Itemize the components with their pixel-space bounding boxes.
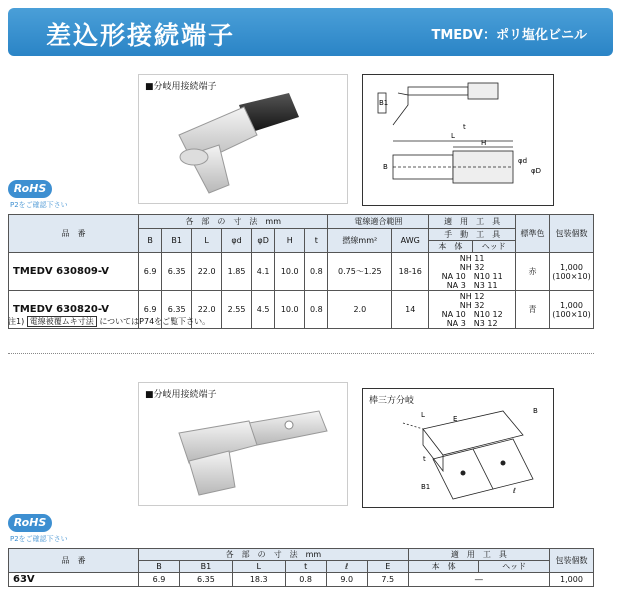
cell-tool [429, 253, 516, 291]
cell-pack [550, 253, 594, 291]
col-tool-head: ヘッド [472, 241, 515, 253]
cell-t: 0.8 [305, 253, 328, 291]
cell-b1: 6.35 [162, 291, 192, 329]
dim-label-b: B [533, 407, 538, 415]
col-b1: B1 [180, 561, 233, 573]
dim-label-phid: φd [518, 157, 528, 165]
dim-label-t: t [463, 123, 466, 131]
cell-b: 6.9 [139, 291, 162, 329]
cell-l: 18.3 [232, 573, 285, 587]
tool-line: N3 11 [473, 280, 498, 290]
col-b: B [139, 229, 162, 253]
group-dims: 各 部 の 寸 法 mm [139, 215, 328, 229]
group-dims: 各 部 の 寸 法 mm [139, 549, 409, 561]
cell-l: 22.0 [192, 291, 222, 329]
cell-pack: 1,000 [550, 573, 594, 587]
cell-phiD: 4.5 [252, 291, 275, 329]
tool-line: NA 10 [441, 309, 466, 319]
rohs-note-1: P2をご確認下さい [10, 201, 68, 209]
table-row [9, 253, 594, 291]
section-divider [8, 353, 594, 354]
terminal-dimension-drawing [363, 75, 553, 205]
col-phid: φd [222, 229, 252, 253]
terminal-photo-illustration [139, 383, 347, 505]
terminal-photo-illustration [139, 75, 347, 203]
col-l: L [192, 229, 222, 253]
cell-wire: 2.0 [328, 291, 392, 329]
rohs-note-2: P2をご確認下さい [10, 535, 68, 543]
pack-count: 1,000 [560, 262, 583, 272]
part-number: 63V [9, 573, 139, 587]
tool-line: N10 12 [473, 309, 503, 319]
col-t: t [285, 561, 326, 573]
cell-h: 10.0 [275, 291, 305, 329]
cell-t: 0.8 [285, 573, 326, 587]
dim-label-t: t [423, 455, 426, 463]
col-t: t [305, 229, 328, 253]
table-row [9, 573, 594, 587]
note-suffix: についてはP74をご覧下さい。 [99, 317, 211, 326]
col-wire-mm2: 撚線mm² [328, 229, 392, 253]
cell-tool: ― [408, 573, 549, 587]
dim-label-phiD: φD [531, 167, 542, 175]
col-b: B [139, 561, 180, 573]
cell-phid: 1.85 [222, 253, 252, 291]
cell-pack [550, 291, 594, 329]
note-boxed-term: 電線被覆ムキ寸法 [27, 316, 97, 327]
cell-phiD: 4.1 [252, 253, 275, 291]
dim-label-e: E [453, 415, 458, 423]
tool-line: NH 32 [459, 262, 485, 272]
col-pack: 包装個数 [550, 215, 594, 253]
col-phiD: φD [252, 229, 275, 253]
spec-table-2 [8, 548, 594, 587]
page-subtitle: TMEDV：ポリ塩化ビニル [431, 28, 587, 43]
rohs-badge-2: RoHS [8, 514, 52, 532]
tool-sub: 手 動 工 具 [429, 229, 516, 241]
part-number: TMEDV 630820-V [9, 291, 139, 329]
tool-line: N3 12 [473, 318, 498, 328]
product-photo-2 [138, 382, 348, 506]
col-tool-body: 本 体 [408, 561, 479, 573]
col-tool-body: 本 体 [429, 241, 472, 253]
col-e: E [367, 561, 408, 573]
col-pack: 包装個数 [550, 549, 594, 573]
product-photo-1 [138, 74, 348, 204]
col-ell: ℓ [326, 561, 367, 573]
pack-detail: (100×10) [552, 271, 591, 281]
diagram-caption: 棒三方分岐 [369, 396, 415, 406]
cell-t: 0.8 [305, 291, 328, 329]
cell-wire: 0.75～1.25 [328, 253, 392, 291]
branch-terminal-drawing [363, 389, 553, 507]
cell-b: 6.9 [139, 253, 162, 291]
tool-line: NH 11 [459, 253, 485, 263]
cell-h: 10.0 [275, 253, 305, 291]
pack-detail: (100×10) [552, 309, 591, 319]
page-header [8, 8, 613, 56]
photo-caption: ■分岐用接続端子 [145, 390, 217, 400]
cell-b1: 6.35 [180, 573, 233, 587]
cell-color: 赤 [516, 253, 550, 291]
cell-b1: 6.35 [162, 253, 192, 291]
dim-label-l: L [421, 411, 425, 419]
tool-line: N10 11 [473, 271, 503, 281]
tool-line: NA 3 [446, 318, 466, 328]
cell-phid: 2.55 [222, 291, 252, 329]
dim-label-b1: B1 [379, 99, 389, 107]
cell-b: 6.9 [139, 573, 180, 587]
col-part: 品 番 [9, 215, 139, 253]
dim-label-b: B [383, 163, 388, 171]
spec-table-1 [8, 214, 594, 329]
dim-label-h: H [481, 139, 487, 147]
dim-label-ell: ℓ [513, 487, 516, 495]
group-tool: 適 用 工 具 [408, 549, 549, 561]
col-l: L [232, 561, 285, 573]
note-prefix: 注1) [8, 317, 25, 326]
pack-count: 1,000 [560, 300, 583, 310]
tool-line: NH 32 [459, 300, 485, 310]
cell-e: 7.5 [367, 573, 408, 587]
cell-awg: 14 [392, 291, 429, 329]
col-part: 品 番 [9, 549, 139, 573]
part-number: TMEDV 630809-V [9, 253, 139, 291]
col-awg: AWG [392, 229, 429, 253]
group-wire: 電線適合範囲 [328, 215, 429, 229]
cell-l: 22.0 [192, 253, 222, 291]
photo-caption: ■分岐用接続端子 [145, 82, 217, 92]
dim-label-b1: B1 [421, 483, 431, 491]
cell-ell: 9.0 [326, 573, 367, 587]
rohs-badge-1: RoHS [8, 180, 52, 198]
page-title: 差込形接続端子 [46, 21, 236, 50]
footnote [8, 316, 210, 327]
col-color: 標準色 [516, 215, 550, 253]
tool-line: NA 3 [446, 280, 466, 290]
tool-line: NA 10 [441, 271, 466, 281]
cell-awg: 18-16 [392, 253, 429, 291]
dimension-diagram-2 [362, 388, 554, 508]
col-b1: B1 [162, 229, 192, 253]
col-h: H [275, 229, 305, 253]
group-tool: 適 用 工 具 [429, 215, 516, 229]
col-tool-head: ヘッド [479, 561, 550, 573]
tool-line: NH 12 [459, 291, 485, 301]
dimension-diagram-1 [362, 74, 554, 206]
cell-tool [429, 291, 516, 329]
dim-label-l: L [451, 132, 455, 140]
cell-color: 青 [516, 291, 550, 329]
